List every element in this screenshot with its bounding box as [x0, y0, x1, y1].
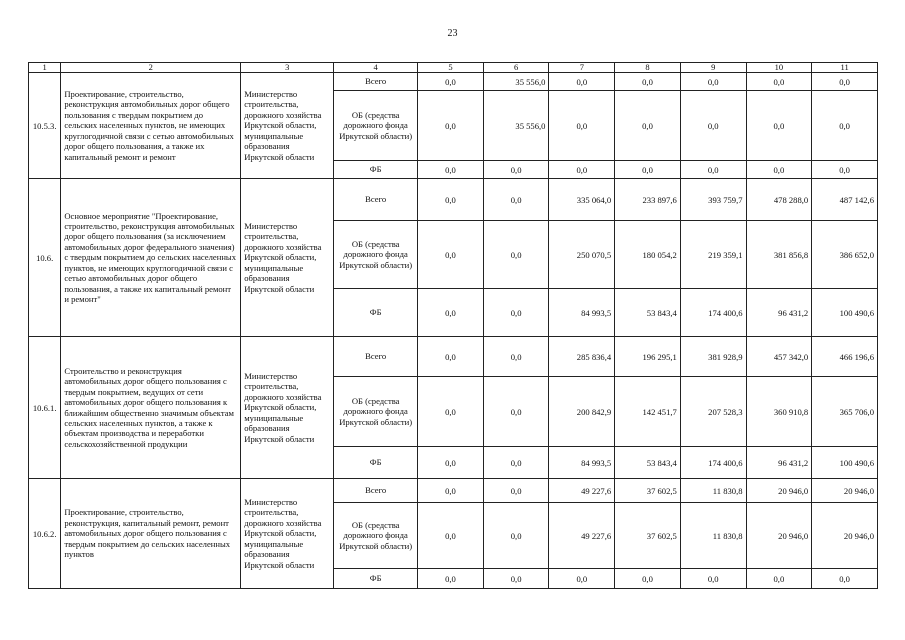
value-cell: 0,0 [615, 91, 681, 161]
value-cell: 20 946,0 [812, 503, 878, 569]
value-cell: 84 993,5 [549, 289, 615, 337]
value-cell: 250 070,5 [549, 221, 615, 289]
value-cell: 0,0 [549, 91, 615, 161]
budget-table [28, 62, 878, 589]
funding-source: ФБ [334, 447, 418, 479]
item-code: 10.5.3. [29, 73, 61, 179]
value-cell: 466 196,6 [812, 337, 878, 377]
value-cell: 0,0 [549, 161, 615, 179]
funding-source: ОБ (средства дорожного фонда Иркутской области) [334, 377, 418, 447]
table-row [29, 337, 878, 377]
value-cell: 180 054,2 [615, 221, 681, 289]
value-cell: 20 946,0 [812, 479, 878, 503]
value-cell: 487 142,6 [812, 179, 878, 221]
funding-source: ФБ [334, 161, 418, 179]
value-cell: 53 843,4 [615, 289, 681, 337]
column-number: 2 [61, 63, 241, 73]
item-name: Основное мероприятие "Проектирование, строительство, реконструкция автомобильных дорог общего пользования (за исключением автомобильных дорог федерального значения) с твердым покрытием до сельских населенных пунктов, не имеющих круглогодичной связи с сетью автомобильных дорог общего пользования, а также их капитальный ремонт и ремонт" [61, 179, 241, 337]
item-name: Строительство и реконструкция автомобильных дорог общего пользования с твердым покрытием, ведущих от сети автомобильных дорог общего пользования к ближайшим общественно значимым объектам сельских населенных пунктов, а также к объектам производства и переработки сельскохозяйственной продукции [61, 337, 241, 479]
value-cell: 0,0 [746, 91, 812, 161]
item-code: 10.6. [29, 179, 61, 337]
value-cell: 0,0 [615, 73, 681, 91]
value-cell: 0,0 [483, 221, 549, 289]
value-cell: 11 830,8 [680, 479, 746, 503]
value-cell: 49 227,6 [549, 479, 615, 503]
value-cell: 174 400,6 [680, 289, 746, 337]
value-cell: 0,0 [418, 503, 484, 569]
funding-source: Всего [334, 179, 418, 221]
value-cell: 478 288,0 [746, 179, 812, 221]
value-cell: 0,0 [418, 289, 484, 337]
value-cell: 381 856,8 [746, 221, 812, 289]
value-cell: 393 759,7 [680, 179, 746, 221]
table-row [29, 73, 878, 91]
value-cell: 0,0 [680, 91, 746, 161]
funding-source: ОБ (средства дорожного фонда Иркутской области) [334, 91, 418, 161]
value-cell: 457 342,0 [746, 337, 812, 377]
value-cell: 0,0 [746, 73, 812, 91]
funding-source: ОБ (средства дорожного фонда Иркутской области) [334, 503, 418, 569]
value-cell: 96 431,2 [746, 447, 812, 479]
value-cell: 0,0 [418, 569, 484, 589]
value-cell: 35 556,0 [483, 91, 549, 161]
value-cell: 196 295,1 [615, 337, 681, 377]
value-cell: 207 528,3 [680, 377, 746, 447]
value-cell: 0,0 [812, 73, 878, 91]
table-row [29, 479, 878, 503]
value-cell: 0,0 [812, 91, 878, 161]
value-cell: 142 451,7 [615, 377, 681, 447]
funding-source: Всего [334, 479, 418, 503]
funding-source: ФБ [334, 289, 418, 337]
value-cell: 0,0 [615, 161, 681, 179]
value-cell: 0,0 [746, 161, 812, 179]
value-cell: 0,0 [549, 73, 615, 91]
value-cell: 0,0 [483, 569, 549, 589]
value-cell: 0,0 [680, 161, 746, 179]
value-cell: 0,0 [483, 479, 549, 503]
value-cell: 365 706,0 [812, 377, 878, 447]
value-cell: 20 946,0 [746, 479, 812, 503]
value-cell: 0,0 [615, 569, 681, 589]
column-number: 9 [680, 63, 746, 73]
funding-source: Всего [334, 73, 418, 91]
item-executor: Министерство строительства, дорожного хозяйства Иркутской области, муниципальные образования Иркутской области [241, 73, 334, 179]
item-executor: Министерство строительства, дорожного хозяйства Иркутской области, муниципальные образования Иркутской области [241, 179, 334, 337]
value-cell: 0,0 [680, 73, 746, 91]
value-cell: 0,0 [418, 179, 484, 221]
value-cell: 0,0 [746, 569, 812, 589]
value-cell: 219 359,1 [680, 221, 746, 289]
item-executor: Министерство строительства, дорожного хозяйства Иркутской области, муниципальные образования Иркутской области [241, 337, 334, 479]
value-cell: 0,0 [483, 377, 549, 447]
value-cell: 11 830,8 [680, 503, 746, 569]
page-number: 23 [447, 28, 458, 39]
value-cell: 0,0 [418, 337, 484, 377]
value-cell: 335 064,0 [549, 179, 615, 221]
value-cell: 96 431,2 [746, 289, 812, 337]
item-executor: Министерство строительства, дорожного хозяйства Иркутской области, муниципальные образования Иркутской области [241, 479, 334, 589]
value-cell: 0,0 [418, 447, 484, 479]
value-cell: 360 910,8 [746, 377, 812, 447]
column-number: 7 [549, 63, 615, 73]
value-cell: 381 928,9 [680, 337, 746, 377]
column-number: 10 [746, 63, 812, 73]
value-cell: 49 227,6 [549, 503, 615, 569]
funding-source: ФБ [334, 569, 418, 589]
value-cell: 20 946,0 [746, 503, 812, 569]
item-code: 10.6.1. [29, 337, 61, 479]
table-row [29, 179, 878, 221]
value-cell: 233 897,6 [615, 179, 681, 221]
column-number: 6 [483, 63, 549, 73]
value-cell: 386 652,0 [812, 221, 878, 289]
value-cell: 0,0 [812, 569, 878, 589]
value-cell: 0,0 [418, 73, 484, 91]
value-cell: 37 602,5 [615, 503, 681, 569]
value-cell: 100 490,6 [812, 447, 878, 479]
value-cell: 174 400,6 [680, 447, 746, 479]
value-cell: 0,0 [549, 569, 615, 589]
value-cell: 285 836,4 [549, 337, 615, 377]
value-cell: 0,0 [680, 569, 746, 589]
item-code: 10.6.2. [29, 479, 61, 589]
column-number: 11 [812, 63, 878, 73]
value-cell: 0,0 [483, 289, 549, 337]
column-number: 5 [418, 63, 484, 73]
funding-source: ОБ (средства дорожного фонда Иркутской области) [334, 221, 418, 289]
value-cell: 0,0 [418, 161, 484, 179]
column-number: 8 [615, 63, 681, 73]
column-number: 3 [241, 63, 334, 73]
value-cell: 53 843,4 [615, 447, 681, 479]
value-cell: 0,0 [483, 161, 549, 179]
value-cell: 0,0 [483, 503, 549, 569]
value-cell: 0,0 [483, 179, 549, 221]
value-cell: 100 490,6 [812, 289, 878, 337]
value-cell: 0,0 [418, 377, 484, 447]
value-cell: 0,0 [483, 447, 549, 479]
column-number: 4 [334, 63, 418, 73]
column-number: 1 [29, 63, 61, 73]
value-cell: 0,0 [483, 337, 549, 377]
value-cell: 0,0 [812, 161, 878, 179]
item-name: Проектирование, строительство, реконструкция, капитальный ремонт, ремонт автомобильных дорог общего пользования с твердым покрытием до сельских населенных пунктов [61, 479, 241, 589]
value-cell: 84 993,5 [549, 447, 615, 479]
value-cell: 0,0 [418, 479, 484, 503]
value-cell: 37 602,5 [615, 479, 681, 503]
value-cell: 0,0 [418, 221, 484, 289]
header-row [29, 63, 878, 73]
value-cell: 200 842,9 [549, 377, 615, 447]
item-name: Проектирование, строительство, реконструкция автомобильных дорог общего пользования с твердым покрытием до сельских населенных пунктов, не имеющих круглогодичной связи с сетью автомобильных дорог общего пользования, а также их капитальный ремонт и ремонт [61, 73, 241, 179]
value-cell: 0,0 [418, 91, 484, 161]
value-cell: 35 556,0 [483, 73, 549, 91]
funding-source: Всего [334, 337, 418, 377]
